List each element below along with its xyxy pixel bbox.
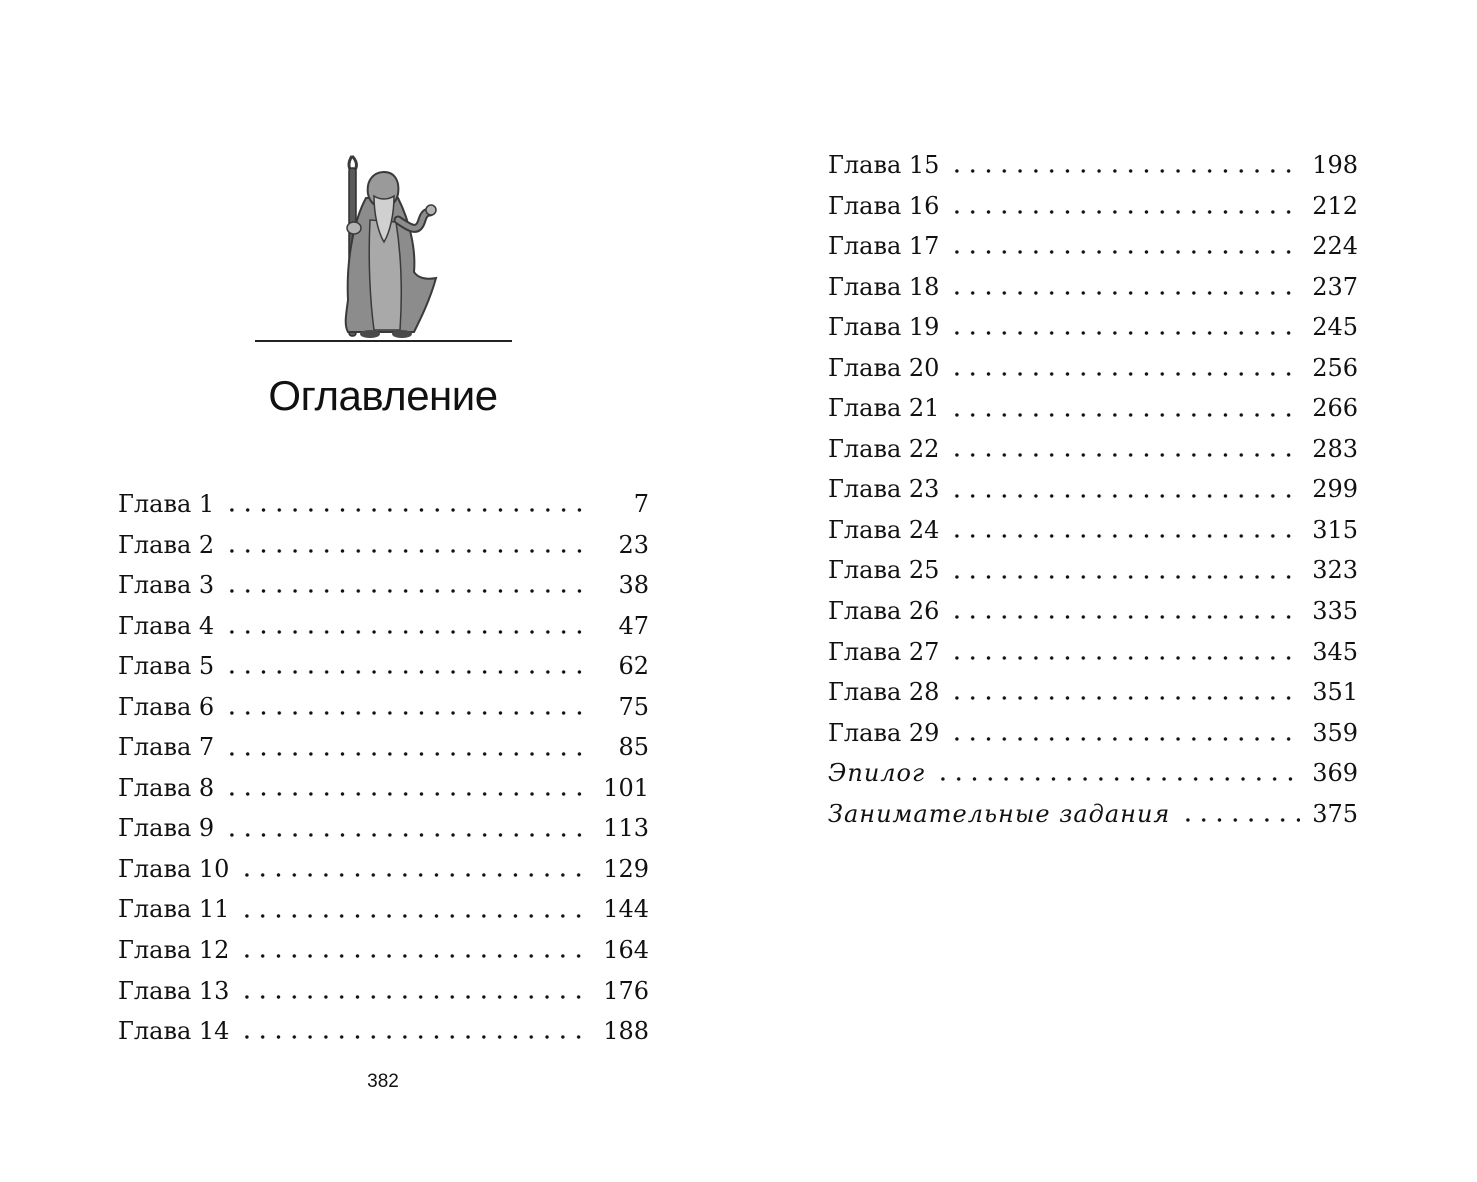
toc-entry-page: 85: [618, 733, 649, 762]
toc-entry[interactable]: [828, 753, 1358, 794]
toc-entry-label: Глава 29: [828, 718, 940, 747]
toc-entry-page: 245: [1312, 313, 1358, 342]
toc-entry-page: 283: [1312, 434, 1358, 463]
toc-entry[interactable]: [118, 971, 649, 1012]
toc-entry-label: Глава 25: [828, 556, 940, 585]
toc-entry-label: Глава 14: [118, 1017, 230, 1046]
toc-entry-label: Глава 7: [118, 733, 215, 762]
dot-leader: [239, 857, 591, 881]
toc-entry[interactable]: [118, 525, 649, 566]
toc-entry[interactable]: [828, 348, 1358, 389]
toc-entry[interactable]: [118, 1011, 649, 1052]
dot-leader: [224, 654, 593, 678]
toc-entry-label: Глава 1: [118, 490, 215, 518]
toc-entry-label: Глава 19: [828, 313, 940, 342]
toc-list-right: [828, 145, 1358, 834]
dot-leader: [224, 776, 591, 800]
dot-leader: [949, 680, 1300, 704]
dot-leader: [224, 695, 593, 719]
toc-entry[interactable]: [118, 889, 649, 930]
toc-entry[interactable]: [828, 145, 1358, 186]
toc-entry-page: 359: [1312, 718, 1358, 747]
toc-entry-page: 237: [1312, 272, 1358, 301]
toc-entry[interactable]: [118, 687, 649, 728]
toc-entry-label: Глава 28: [828, 678, 940, 707]
dot-leader: [949, 478, 1300, 502]
toc-entry-page: 256: [1312, 353, 1358, 382]
toc-entry-page: 369: [1312, 759, 1358, 788]
toc-entry-page: 266: [1312, 394, 1358, 423]
toc-entry[interactable]: [118, 768, 649, 809]
toc-entry-page: 101: [603, 773, 649, 802]
dot-leader: [949, 721, 1300, 745]
toc-entry-label: Глава 9: [118, 814, 215, 843]
dot-leader: [949, 315, 1300, 339]
toc-entry[interactable]: [118, 930, 649, 971]
dot-leader: [224, 736, 593, 760]
toc-entry-label: Глава 23: [828, 475, 940, 504]
toc-entry[interactable]: [828, 550, 1358, 591]
toc-entry-page: 7: [633, 490, 649, 518]
toc-entry-page: 62: [618, 652, 649, 681]
toc-entry-label: Глава 2: [118, 530, 215, 559]
dot-leader: [239, 979, 591, 1003]
toc-entry-page: 47: [618, 611, 649, 640]
toc-entry[interactable]: [118, 484, 649, 525]
toc-entry-page: 323: [1312, 556, 1358, 585]
dot-leader: [224, 573, 593, 597]
toc-entry-label: Глава 22: [828, 434, 940, 463]
page-title: Оглавление: [268, 372, 498, 419]
toc-entry-page: 176: [603, 976, 649, 1005]
dot-leader: [949, 356, 1300, 380]
dot-leader: [1180, 802, 1300, 826]
dot-leader: [949, 234, 1300, 258]
toc-entry-page: 188: [603, 1017, 649, 1046]
toc-entry-label: Глава 18: [828, 272, 940, 301]
wizard-with-staff-icon: [318, 150, 448, 342]
toc-entry-label: Глава 8: [118, 773, 215, 802]
toc-entry-page: 198: [1312, 151, 1358, 179]
toc-entry-label: Глава 16: [828, 191, 940, 220]
dot-leader: [949, 194, 1300, 218]
toc-entry-label: Глава 20: [828, 353, 940, 382]
toc-entry[interactable]: [118, 606, 649, 647]
toc-entry-page: 23: [618, 530, 649, 559]
toc-entry-label: Глава 4: [118, 611, 215, 640]
dot-leader: [949, 559, 1300, 583]
left-page: [0, 0, 738, 1182]
toc-entry-label: Глава 13: [118, 976, 230, 1005]
toc-entry-label: Глава 6: [118, 692, 215, 721]
dot-leader: [949, 153, 1300, 177]
toc-entry[interactable]: [828, 429, 1358, 470]
toc-entry-label: Эпилог: [828, 759, 926, 788]
toc-entry[interactable]: [828, 510, 1358, 551]
dot-leader: [949, 599, 1300, 623]
toc-entry-page: 335: [1312, 597, 1358, 626]
dot-leader: [239, 1019, 591, 1043]
toc-entry-label: Глава 5: [118, 652, 215, 681]
page-number: 382: [367, 1071, 399, 1092]
toc-entry[interactable]: [118, 565, 649, 606]
toc-entry-page: 351: [1312, 678, 1358, 707]
toc-entry-page: 375: [1312, 799, 1358, 828]
dot-leader: [224, 614, 593, 638]
toc-entry-label: Глава 26: [828, 597, 940, 626]
toc-entry[interactable]: [828, 186, 1358, 227]
dot-leader: [224, 492, 593, 516]
toc-entry-page: 129: [603, 854, 649, 883]
toc-entry-label: Глава 27: [828, 637, 940, 666]
toc-entry-label: Глава 24: [828, 515, 940, 544]
dot-leader: [949, 437, 1300, 461]
dot-leader: [949, 275, 1300, 299]
right-page: [738, 0, 1477, 1182]
dot-leader: [935, 761, 1300, 785]
toc-list-left: [118, 484, 649, 1052]
dot-leader: [224, 817, 591, 841]
toc-entry[interactable]: [828, 469, 1358, 510]
dot-leader: [239, 938, 591, 962]
toc-entry[interactable]: [828, 672, 1358, 713]
toc-entry-page: 164: [603, 936, 649, 965]
dot-leader: [949, 397, 1300, 421]
toc-entry-page: 75: [618, 692, 649, 721]
toc-entry-label: Глава 17: [828, 232, 940, 261]
toc-entry[interactable]: [828, 794, 1358, 835]
toc-entry[interactable]: [828, 388, 1358, 429]
toc-entry[interactable]: [828, 267, 1358, 308]
dot-leader: [239, 898, 591, 922]
dot-leader: [949, 640, 1300, 664]
toc-entry[interactable]: [828, 632, 1358, 673]
toc-entry-page: 315: [1312, 515, 1358, 544]
toc-entry-label: Глава 10: [118, 854, 230, 883]
toc-entry[interactable]: [118, 808, 649, 849]
toc-entry-page: 345: [1312, 637, 1358, 666]
dot-leader: [949, 518, 1300, 542]
toc-entry[interactable]: [828, 307, 1358, 348]
toc-entry[interactable]: [118, 849, 649, 890]
toc-entry-label: Глава 12: [118, 936, 230, 965]
toc-entry-label: Занимательные задания: [828, 799, 1171, 828]
toc-entry-label: Глава 15: [828, 151, 940, 179]
toc-entry-page: 224: [1312, 232, 1358, 261]
toc-entry[interactable]: [828, 226, 1358, 267]
title-rule: [255, 340, 512, 342]
toc-entry-page: 38: [618, 571, 649, 600]
toc-entry-page: 113: [603, 814, 649, 843]
toc-entry[interactable]: [118, 646, 649, 687]
toc-entry[interactable]: [118, 727, 649, 768]
toc-entry[interactable]: [828, 713, 1358, 754]
toc-entry-label: Глава 11: [118, 895, 230, 924]
toc-entry-label: Глава 3: [118, 571, 215, 600]
toc-entry-page: 299: [1312, 475, 1358, 504]
toc-entry-page: 144: [603, 895, 649, 924]
toc-entry-page: 212: [1312, 191, 1358, 220]
dot-leader: [224, 533, 593, 557]
toc-entry-label: Глава 21: [828, 394, 940, 423]
toc-entry[interactable]: [828, 591, 1358, 632]
